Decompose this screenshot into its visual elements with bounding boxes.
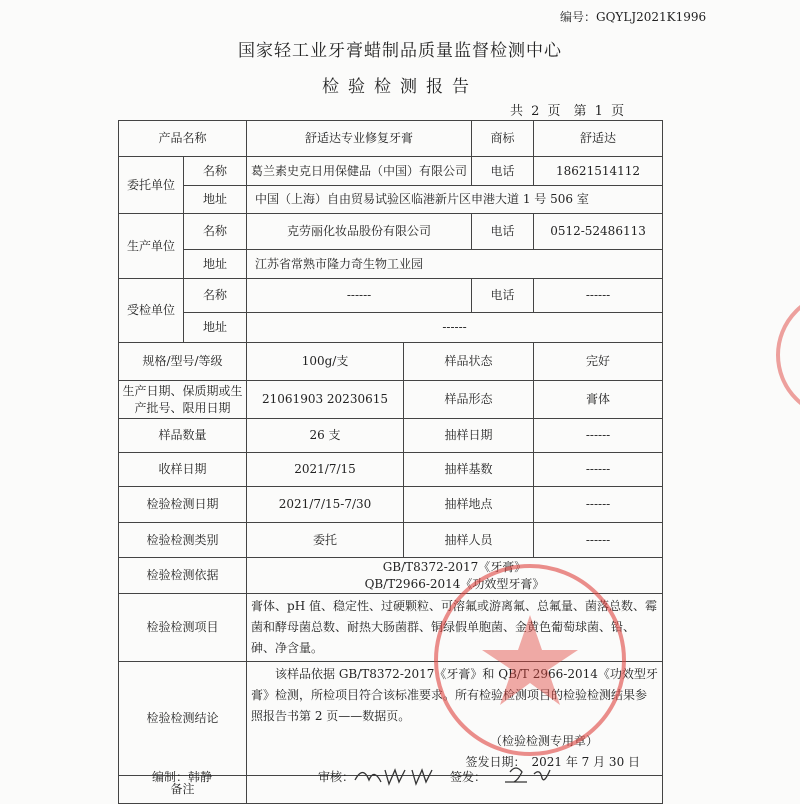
- inspected-name: ------: [247, 279, 472, 313]
- test-date: 2021/7/15-7/30: [247, 487, 404, 523]
- producer-addr: 江苏省常熟市隆力奇生物工业园: [247, 250, 663, 279]
- inspected-phone: ------: [534, 279, 663, 313]
- items-value: 膏体、pH 值、稳定性、过硬颗粒、可溶氟或游离氟、总氟量、菌落总数、霉菌和酵母菌总数、耐热大肠菌群、铜绿假单胞菌、金黄色葡萄球菌、铅、砷、净含量。: [247, 594, 663, 662]
- issue-date: 签发日期： 2021 年 7 月 30 日: [465, 755, 641, 769]
- sample-qty: 26 支: [247, 419, 404, 453]
- trademark: 舒适达: [534, 121, 663, 157]
- trademark-label: 商标: [472, 121, 534, 157]
- sampler-label: 抽样人员: [404, 523, 534, 558]
- items-label: 检验检测项目: [119, 594, 247, 662]
- receipt-date-label: 收样日期: [119, 453, 247, 487]
- client-name-label: 名称: [184, 157, 247, 186]
- sampling-place-label: 抽样地点: [404, 487, 534, 523]
- sampling-base-label: 抽样基数: [404, 453, 534, 487]
- client-label: 委托单位: [119, 157, 184, 214]
- spec-label: 规格/型号/等级: [119, 343, 247, 381]
- sample-state: 完好: [534, 343, 663, 381]
- inspected-addr-label: 地址: [184, 313, 247, 343]
- inspected-phone-label: 电话: [472, 279, 534, 313]
- sample-qty-label: 样品数量: [119, 419, 247, 453]
- sample-form-label: 样品形态: [404, 381, 534, 419]
- inspected-addr: ------: [247, 313, 663, 343]
- receipt-date: 2021/7/15: [247, 453, 404, 487]
- sampling-base: ------: [534, 453, 663, 487]
- client-addr-label: 地址: [184, 186, 247, 214]
- product-name: 舒适达专业修复牙膏: [247, 121, 472, 157]
- client-addr: 中国（上海）自由贸易试验区临港新片区申港大道 1 号 506 室: [247, 186, 663, 214]
- producer-addr-label: 地址: [184, 250, 247, 279]
- producer-name-label: 名称: [184, 214, 247, 250]
- sampling-place: ------: [534, 487, 663, 523]
- conclusion-label: 检验检测结论: [119, 662, 247, 776]
- issuer-label: 签发：: [450, 770, 487, 784]
- producer-label: 生产单位: [119, 214, 184, 279]
- remarks-label: 备注: [119, 776, 247, 804]
- producer-name: 克劳丽化妆品股份有限公司: [247, 214, 472, 250]
- inspected-label: 受检单位: [119, 279, 184, 343]
- sampling-date-label: 抽样日期: [404, 419, 534, 453]
- sample-state-label: 样品状态: [404, 343, 534, 381]
- conclusion-cell: [247, 662, 663, 776]
- production-date-label: 生产日期、保质期或生产批号、限用日期: [119, 381, 247, 419]
- client-phone-label: 电话: [472, 157, 534, 186]
- sampler: ------: [534, 523, 663, 558]
- sampling-date: ------: [534, 419, 663, 453]
- compiler: 编制：韩静: [152, 770, 213, 784]
- page-indicator: 共 2 页 第 1 页: [510, 104, 625, 119]
- reviewer-label: 审核：: [318, 770, 355, 784]
- seal-label: （检验检测专用章）: [490, 734, 599, 748]
- spec-value: 100g/支: [247, 343, 404, 381]
- client-phone: 18621514112: [534, 157, 663, 186]
- basis-line-2: QB/T2966-2014《功效型牙膏》: [364, 576, 545, 591]
- conclusion-text: 该样品依据 GB/T8372-2017《牙膏》和 QB/T 2966-2014《功效型牙膏》检测，所检项目符合该标准要求。所有检验检测项目的检验检测结果参照报告书第 2 页——数据页。: [251, 667, 658, 723]
- report-table: [118, 120, 663, 804]
- report-number: 编号：GQYLJ2021K1996: [560, 10, 707, 24]
- test-type-label: 检验检测类别: [119, 523, 247, 558]
- organization-title: 国家轻工业牙膏蜡制品质量监督检测中心: [238, 41, 562, 61]
- edge-seal-icon: [760, 290, 800, 420]
- test-date-label: 检验检测日期: [119, 487, 247, 523]
- client-name: 葛兰素史克日用保健品（中国）有限公司: [247, 157, 472, 186]
- producer-phone-label: 电话: [472, 214, 534, 250]
- production-date: 21061903 20230615: [247, 381, 404, 419]
- basis-value: [247, 558, 663, 594]
- report-title: 检验检测报告: [322, 77, 478, 97]
- product-name-label: 产品名称: [119, 121, 247, 157]
- basis-label: 检验检测依据: [119, 558, 247, 594]
- basis-line-1: GB/T8372-2017《牙膏》: [382, 559, 527, 574]
- inspected-name-label: 名称: [184, 279, 247, 313]
- producer-phone: 0512-52486113: [534, 214, 663, 250]
- test-type: 委托: [247, 523, 404, 558]
- sample-form: 膏体: [534, 381, 663, 419]
- product-row: [119, 121, 663, 157]
